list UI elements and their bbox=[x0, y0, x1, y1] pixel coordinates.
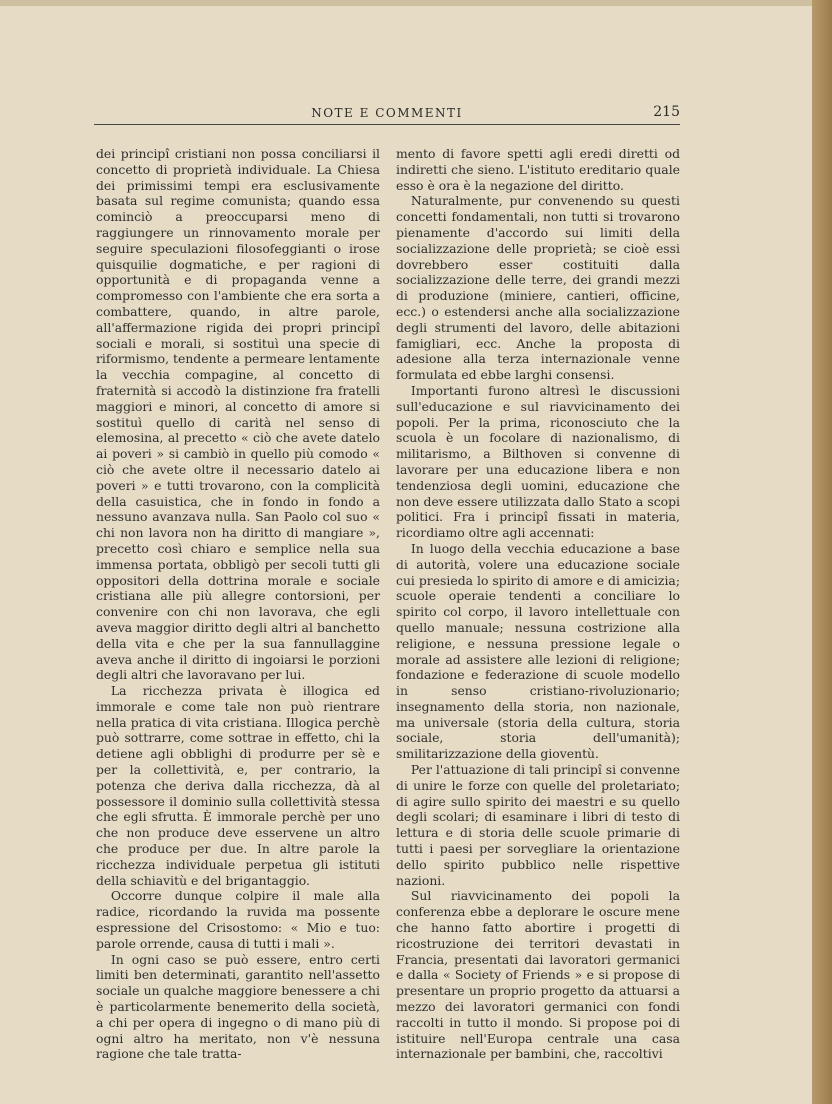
paragraph: Per l'attuazione di tali principî si convenne di unire le forze con quelle del proletariato; di agire sullo spirito dei maestri e su quello degli scolari; di esaminare i libri di testo di lettura e di storia delle scuole primarie di tutti i paesi per sorvegliare la orientazione dello spirito pubblico nelle rispettive nazioni. bbox=[396, 762, 680, 888]
paragraph: La ricchezza privata è illogica ed immorale e come tale non può rientrare nella pratica di vita cristiana. Illogica perchè può sottrarre, come sottrae in effetto, chi la detiene agli obblighi di produrre per sè e per la collettività, e, per contrario, la potenza che deriva dalla ricchezza, dà al possessore il dominio sulla collettività stessa che egli sfrutta. È immorale perchè per uno che non produce deve esservene un altro che produce per due. In altre parole la ricchezza individuale perpetua gli istituti della schiavitù e del brigantaggio. bbox=[96, 683, 380, 888]
running-title: NOTE E COMMENTI bbox=[311, 106, 463, 120]
paragraph: In ogni caso se può essere, entro certi limiti ben determinati, garantito nell'assetto sociale un qualche maggiore benessere a chi è particolarmente benemerito della società, a chi per opera di ingegno o di mano più di ogni altro ha meritato, non v'è nessuna ragione che tale tratta- bbox=[96, 951, 380, 1062]
paragraph: In luogo della vecchia educazione a base di autorità, volere una educazione sociale cui presieda lo spirito di amore e di amicizia; scuole operaie tendenti a conciliare lo spirito col corpo, il lavoro intellettuale con quello manuale; nessuna costrizione alla religione, e nessuna pressione legale o morale ad assistere alle lezioni di religione; fondazione e federazione di scuole modello in senso cristiano-rivoluzionario; insegnamento della storia, non nazionale, ma universale (storia della cultura, storia sociale, storia dell'umanità); smilitarizzazione della gioventù. bbox=[396, 540, 680, 762]
paragraph: Occorre dunque colpire il male alla radice, ricordando la ruvida ma possente espressione del Crisostomo: « Mio e tuo: parole orrende, causa di tutti i mali ». bbox=[96, 888, 380, 951]
page-top-edge bbox=[0, 0, 812, 6]
paragraph: Importanti furono altresì le discussioni sull'educazione e sul riavvicinamento dei popoli. Per la prima, riconosciuto che la scuola è un focolare di nazionalismo, di militarismo, a Bilthoven si convenne di lavorare per una educazione libera e non tendenziosa degli uomini, educazione che non deve essere utilizzata dallo Stato a scopi politici. Fra i principî fissati in materia, ricordiamo oltre agli accennati: bbox=[396, 382, 680, 541]
paragraph: dei principî cristiani non possa conciliarsi il concetto di proprietà individuale. La Chiesa dei primissimi tempi era esclusivamente basata sul regime comunista; quando essa cominciò a preoccuparsi meno di raggiungere un rinnovamento morale per seguire speculazioni filosofeggianti o irose quisquilie dogmatiche, e per ragioni di opportunità e di propaganda venne a compromesso con l'ambiente che era sorta a combattere, quando, in altre parole, all'affermazione rigida dei propri principî sociali e morali, si sostituì una specie di riformismo, tendente a permeare lentamente la vecchia compagine, al concetto di fraternità si accodò la distinzione fra fratelli maggiori e minori, al concetto di amore si sostituì quello di carità nel senso di elemosina, al precetto « ciò che avete datelo ai poveri » si cambiò in quello più comodo « ciò che avete oltre il necessario datelo ai poveri » e tutti trovarono, con la complicità della casuistica, che in fondo in fondo a nessuno avanzava nulla. San Paolo col suo « chi non lavora non ha diritto di mangiare », precetto così chiaro e semplice nella sua immensa portata, obbligò per secoli tutti gli oppositori della dottrina morale e sociale cristiana alle più allegre contorsioni, per convenire con chi non lavorava, che egli aveva maggior diritto degli altri al banchetto della vita e che per la sua fannullaggine aveva anche il diritto di ingoiarsi le porzioni degli altri che lavoravano per lui. bbox=[96, 146, 380, 683]
book-spine-edge bbox=[812, 0, 832, 1104]
page-number: 215 bbox=[653, 104, 680, 120]
paragraph: Naturalmente, pur convenendo su questi concetti fondamentali, non tutti si trovarono pienamente d'accordo sui limiti della socializzazione delle proprietà; se cioè essi dovrebbero esser costituiti dalla socializzazione delle terre, dei grandi mezzi di produzione (miniere, cantieri, officine, ecc.) o estendersi anche alla socializzazione degli strumenti del lavoro, delle abitazioni famigliari, ecc. Anche la proposta di adesione alla terza internazionale venne formulata ed ebbe larghi consensi. bbox=[396, 193, 680, 383]
right-column bbox=[396, 146, 680, 1062]
running-header bbox=[94, 104, 680, 126]
paragraph: mento di favore spetti agli eredi diretti od indiretti che sieno. L'istituto ereditario quale esso è ora è la negazione del diritto. bbox=[396, 146, 680, 193]
paragraph: Sul riavvicinamento dei popoli la conferenza ebbe a deplorare le oscure mene che hanno fatto abortire i progetti di ricostruzione dei territori devastati in Francia, presentati dai lavoratori germanici e dalla « Society of Friends » e si propose di presentare un proprio progetto da attuarsi a mezzo dei lavoratori germanici con fondi raccolti in tutto il mondo. Si propose poi di istituire nell'Europa centrale una casa internazionale per bambini, che, raccoltivi bbox=[396, 888, 680, 1062]
header-rule bbox=[94, 124, 680, 125]
left-column bbox=[96, 146, 380, 1062]
